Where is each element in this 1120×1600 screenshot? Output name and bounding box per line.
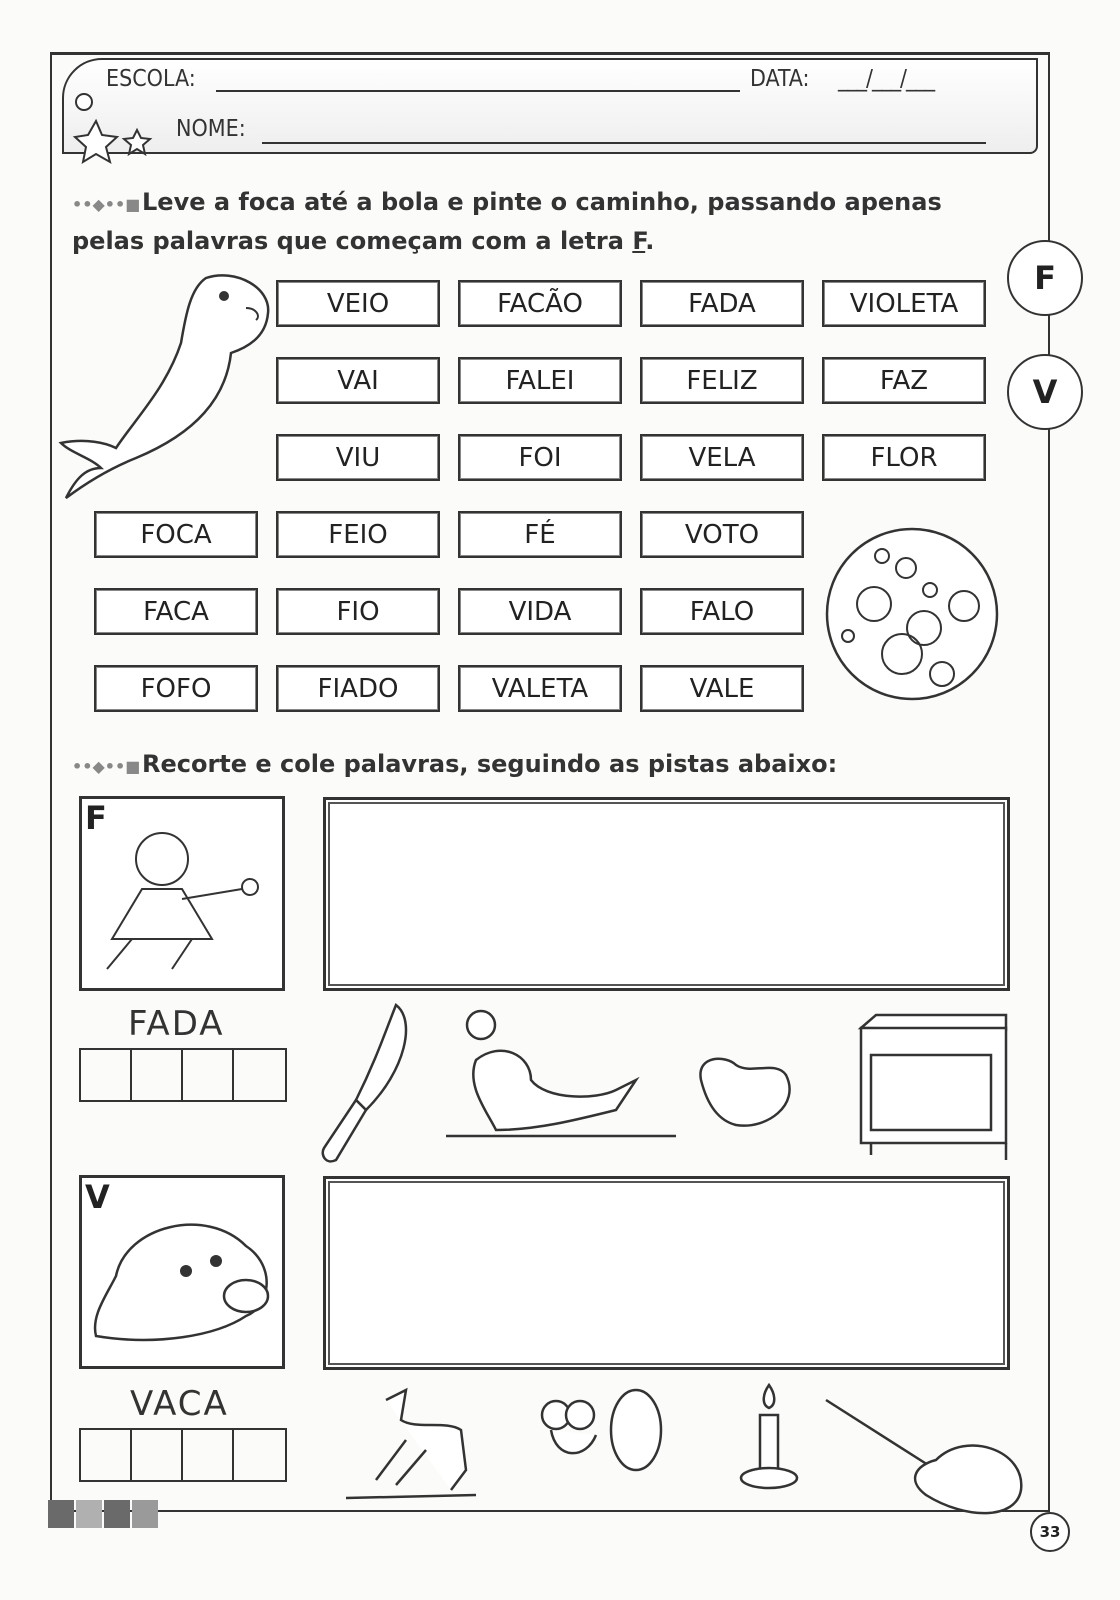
page-number: 33 <box>1030 1512 1070 1552</box>
name-field[interactable] <box>262 142 986 144</box>
instruction-text: Recorte e cole palavras, seguindo as pistas abaixo: <box>142 750 838 778</box>
word-cell[interactable]: FÉ <box>458 511 622 558</box>
clue-letter: V <box>85 1178 110 1216</box>
v-pictures-row <box>336 1370 1036 1520</box>
ball-illustration <box>824 526 1000 702</box>
word-cell[interactable]: FALO <box>640 588 804 635</box>
instruction-letter: F <box>632 227 646 255</box>
word-cell[interactable]: FLOR <box>822 434 986 481</box>
word-cell[interactable]: VEIO <box>276 280 440 327</box>
f-pictures-row <box>316 1000 1036 1170</box>
school-label: ESCOLA: <box>106 66 196 92</box>
word-cell[interactable]: FEIO <box>276 511 440 558</box>
word-cell[interactable]: VELA <box>640 434 804 481</box>
date-label: DATA: <box>750 66 810 92</box>
tab-f: F <box>1007 240 1083 316</box>
date-field[interactable]: ___/___/___ <box>838 66 935 92</box>
tab-v: V <box>1007 354 1083 430</box>
instruction-line-1: Leve a foca até a bola e pinte o caminho, passando apenas <box>142 188 942 216</box>
word-cell[interactable]: FIADO <box>276 665 440 712</box>
name-label: NOME: <box>176 116 246 142</box>
exercise2-instruction <box>72 746 992 785</box>
word-cell[interactable]: VALE <box>640 665 804 712</box>
word-cell[interactable]: VALETA <box>458 665 622 712</box>
bullet-icon: ••◆••■ <box>72 195 141 214</box>
word-cell[interactable]: FADA <box>640 280 804 327</box>
stove-icon <box>861 1015 1006 1160</box>
seal-illustration <box>56 268 296 508</box>
word-cell[interactable]: FOI <box>458 434 622 481</box>
instruction-end: . <box>645 227 655 255</box>
word-cell[interactable]: FOFO <box>94 665 258 712</box>
letter-boxes-vaca <box>79 1428 287 1482</box>
cow-clue-box <box>79 1175 285 1369</box>
candle-icon <box>741 1385 797 1488</box>
bean-icon <box>700 1059 789 1126</box>
guitar-icon <box>826 1400 1021 1513</box>
clue-word: FADA <box>128 1004 225 1044</box>
word-cell[interactable]: FELIZ <box>640 357 804 404</box>
cow-illustration <box>86 1186 281 1366</box>
fly-icon <box>542 1390 661 1470</box>
word-cell[interactable]: FALEI <box>458 357 622 404</box>
word-cell[interactable]: VOTO <box>640 511 804 558</box>
deer-icon <box>346 1390 476 1498</box>
word-cell[interactable]: FACÃO <box>458 280 622 327</box>
word-cell[interactable]: VIOLETA <box>822 280 986 327</box>
paste-area-f[interactable] <box>323 797 1010 991</box>
exercise1-instruction <box>72 184 992 260</box>
clue-letter: F <box>85 799 107 837</box>
bullet-icon: ••◆••■ <box>72 757 141 776</box>
word-cell[interactable]: VAI <box>276 357 440 404</box>
word-cell[interactable]: FIO <box>276 588 440 635</box>
fairy-illustration <box>92 819 272 984</box>
word-cell[interactable]: VIDA <box>458 588 622 635</box>
publisher-logo <box>48 1500 158 1528</box>
paste-area-v[interactable] <box>323 1176 1010 1370</box>
letter-boxes-fada <box>79 1048 287 1102</box>
fairy-clue-box <box>79 796 285 991</box>
seal-ball-icon <box>446 1011 676 1136</box>
word-cell[interactable]: VIU <box>276 434 440 481</box>
knife-icon <box>323 1005 406 1161</box>
school-field[interactable] <box>216 90 740 92</box>
word-cell[interactable]: FACA <box>94 588 258 635</box>
instruction-line-2: pelas palavras que começam com a letra <box>72 227 633 255</box>
stars-icon <box>58 90 158 170</box>
clue-word: VACA <box>130 1384 229 1424</box>
word-cell[interactable]: FOCA <box>94 511 258 558</box>
word-cell[interactable]: FAZ <box>822 357 986 404</box>
